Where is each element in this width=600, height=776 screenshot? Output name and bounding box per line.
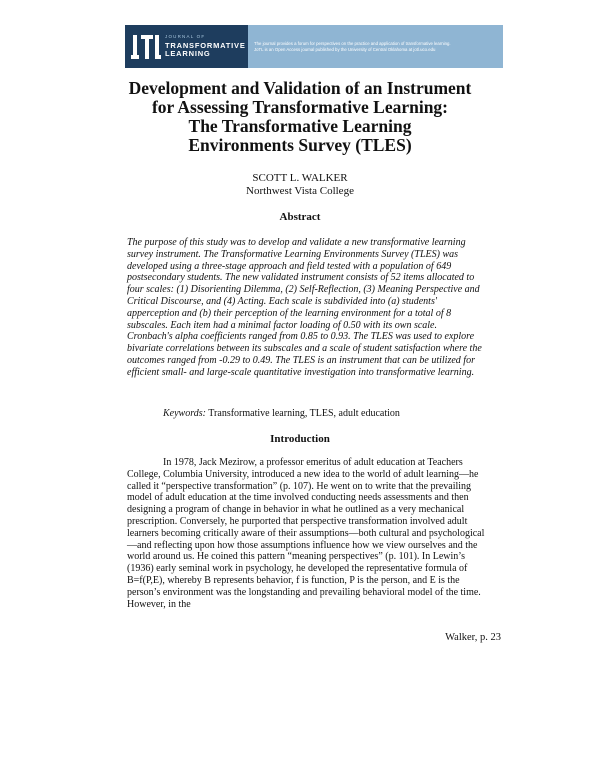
- abstract-heading: Abstract: [279, 211, 321, 223]
- journal-description-line-1: The journal provides a forum for perspectives on the practice and application of transformative learning.: [254, 40, 451, 46]
- journal-logo-text: [165, 35, 246, 58]
- article-title-line-3: The Transformative Learning: [188, 116, 412, 136]
- journal-logo-panel: [125, 25, 248, 68]
- article-title-line-4: Environments Survey (TLES): [188, 135, 412, 155]
- journal-name-line-2: LEARNING: [165, 49, 211, 59]
- abstract-text: The purpose of this study was to develop and validate a new transformative learning survey instrument. The Transformative Learning Environments Survey (TLES) was developed using a three-stage approach and field tested with a population of 649 postsecondary students. The new validated instrument consists of 52 items allocated to four scales: (1) Disorienting Dilemma, (2) Self-Reflection, (3) Meaning Perspective and Critical Discourse, and (4) Acting. Each scale is subdivided into (a) students' apperception and (b) their perception of the learning environment for a total of 8 subscales. Each item had a minimal factor loading of 0.50 with its own scale. Cronbach's alpha coefficients ranged from 0.85 to 0.93. The TLES was used to explore bivariate correlations between its subscales and a scale of student satisfaction where the outcomes ranged from -0.29 to 0.49. The TLES is an instrument that can be utilized for efficient small- and large-scale quantitative investigation into transformative learning.: [127, 237, 482, 378]
- jtl-logo-icon: [131, 31, 161, 63]
- journal-description: [254, 41, 451, 53]
- author-affiliation: Northwest Vista College: [246, 185, 354, 197]
- keywords-label: Keywords:: [163, 408, 206, 419]
- introduction-paragraph: In 1978, Jack Mezirow, a professor emeritus of adult education at Teachers College, Columbia University, introduced a new idea to the world of adult learning—he called it “perspective transformation” (p. 107). He went on to write that the prevailing model of adult education at the time involved conducting needs assessments and then designing a program of change in behavior in what he outlined as a very mechanical prescription. Conversely, he purported that perspective transformation involved adult learners becoming critically aware of their assumptions—both cultural and psychological—and reflecting upon how those assumptions influence how we view ourselves and the world around us. He coined this pattern “meaning perspectives” (p. 101). In Lewin’s (1936) early seminal work in psychology, he developed the representative formula of B=f(P,E), whereby B represents behavior, f is function, P is the person, and E is the person’s environment was the longstanding and prevailing behavioral model of the time. However, in the: [127, 457, 485, 610]
- keywords-list: Transformative learning, TLES, adult education: [208, 408, 400, 419]
- journal-banner: [125, 25, 503, 68]
- article-title-line-1: Development and Validation of an Instrument: [128, 78, 472, 98]
- journal-name-line-1: TRANSFORMATIVE: [165, 40, 246, 50]
- article-title: [100, 79, 500, 155]
- author-name: SCOTT L. WALKER: [252, 172, 348, 184]
- journal-description-panel: [248, 25, 503, 68]
- article-title-line-2: for Assessing Transformative Learning:: [151, 97, 449, 117]
- introduction-heading: Introduction: [270, 433, 330, 445]
- journal-description-line-2: JoTL is an Open Access journal published by the University of Central Oklahoma at jotl.uco.edu: [254, 46, 436, 52]
- journal-label: JOURNAL OF: [165, 34, 206, 40]
- keywords-line: [163, 408, 483, 420]
- page-footer: Walker, p. 23: [445, 632, 501, 643]
